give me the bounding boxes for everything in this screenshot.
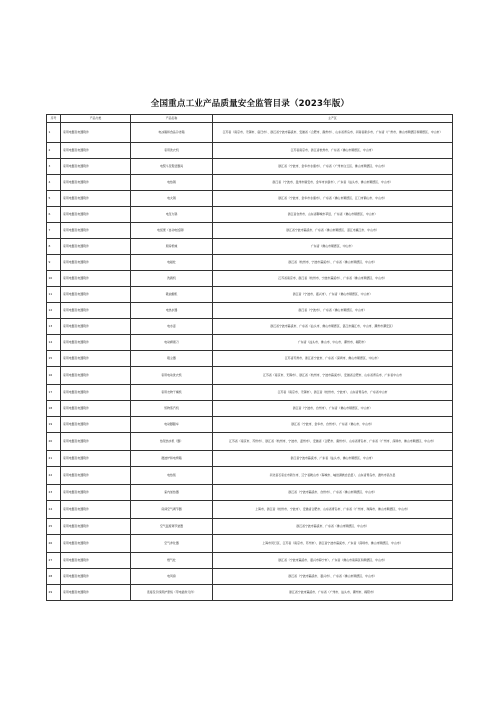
- cell-seq: 11: [47, 287, 61, 303]
- cell-seq: 12: [47, 303, 61, 319]
- cell-name: 电动剃须刀: [131, 335, 213, 351]
- cell-category: 家用电器及电器附件: [61, 519, 131, 535]
- cell-category: 家用电器及电器附件: [61, 351, 131, 367]
- cell-category: 家用电器及电器附件: [61, 501, 131, 519]
- cell-seq: 22: [47, 467, 61, 485]
- cell-region: 浙江省宁波市慈溪市、广东省（汕头市、佛山市顺德区、湛江市廉江市、中山市、潮州市潮安区）: [213, 319, 453, 335]
- table-row: [47, 191, 453, 207]
- cell-category: 家用电器及电器附件: [61, 223, 131, 239]
- table-row: [47, 401, 453, 417]
- cell-name: 洗碗机: [131, 271, 213, 287]
- table-row: [47, 467, 453, 485]
- cell-seq: 3: [47, 159, 61, 175]
- cell-category: 家用电器及电器附件: [61, 467, 131, 485]
- cell-seq: 5: [47, 191, 61, 207]
- cell-name: 吸尘器: [131, 351, 213, 367]
- cell-category: 家用电器及电器附件: [61, 207, 131, 223]
- cell-seq: 13: [47, 319, 61, 335]
- page-title: 全国重点工业产品质量安全监管目录（2023年版）: [150, 99, 350, 109]
- table-row: [47, 367, 453, 385]
- cell-name: 房间空气调节器: [131, 501, 213, 519]
- table-row: [47, 303, 453, 319]
- cell-region: 江苏省（南京市、苏州市）、浙江省（杭州市、宁波市、温州市）、安徽省（合肥市、滁州市）、山东省青岛市、广东省（广州市、深圳市、佛山市顺德区、中山市）: [213, 433, 453, 451]
- cell-seq: 19: [47, 417, 61, 433]
- cell-category: 家用电器及电器附件: [61, 143, 131, 159]
- cell-name: 电磁灶: [131, 255, 213, 271]
- cell-name: 电热水器: [131, 303, 213, 319]
- cell-category: 家用电器及电器附件: [61, 401, 131, 417]
- table-row: [47, 223, 453, 239]
- cell-name: 电动脚踏车: [131, 417, 213, 433]
- cell-region: 江苏省南京市、浙江省杭州市、广东省（佛山市顺德区、中山市）: [213, 143, 453, 159]
- cell-name: 家用洗衣机: [131, 143, 213, 159]
- table-row: [47, 207, 453, 223]
- cell-category: 家用电器及电器附件: [61, 553, 131, 569]
- table-row: [47, 385, 453, 401]
- table-row: [47, 287, 453, 303]
- cell-name: 电压力锅: [131, 207, 213, 223]
- cell-seq: 24: [47, 501, 61, 519]
- cell-name: 厨房机械: [131, 239, 213, 255]
- cell-category: 家用电器及电器附件: [61, 385, 131, 401]
- table-row: [47, 175, 453, 191]
- cell-region: 浙江省（宁波市、金华市永康市）、广东省（佛山市顺德区、江门市鹤山市、中山市）: [213, 191, 453, 207]
- cell-region: 浙江省（宁波市）、广东省（佛山市顺德区、中山市）: [213, 303, 453, 319]
- table-header-row: [47, 115, 453, 123]
- cell-name: 吸油烟机: [131, 287, 213, 303]
- cell-region: 浙江省（杭州市、宁波市慈溪市）、广东省（佛山市顺德区、中山市）: [213, 255, 453, 271]
- table-row: [47, 553, 453, 569]
- cell-category: 家用电器及电器附件: [61, 535, 131, 553]
- cell-name: 织物蒸汽机: [131, 401, 213, 417]
- cell-category: 家用电器及电器附件: [61, 417, 131, 433]
- cell-seq: 21: [47, 451, 61, 467]
- cell-region: 浙江省宁波市慈溪市、广东省（广州市、汕头市、潮州市、揭阳市）: [213, 585, 453, 601]
- table-row: [47, 123, 453, 143]
- cell-name: 电冰箱和食品冷冻箱: [131, 123, 213, 143]
- cell-category: 家用电器及电器附件: [61, 123, 131, 143]
- cell-category: 家用电器及电器附件: [61, 585, 131, 601]
- cell-region: 上海市、浙江省（杭州市、宁波市）、安徽省合肥市、山东省青岛市、广东省（广州市、珠海市、佛山市顺德区、中山市）: [213, 501, 453, 519]
- cell-region: 江苏省（南京市、无锡市、宿迁市）、浙江省宁波市慈溪市、安徽省（合肥市、滁州市）、山东省青岛市、河南省新乡市、广东省（广州市、佛山市顺德区和顺德区、中山市）: [213, 123, 453, 143]
- cell-seq: 2: [47, 143, 61, 159]
- cell-region: 浙江省（宁波市慈溪市、台州市）、广东省（佛山市顺德区、中山市）: [213, 485, 453, 501]
- cell-region: 广东省（汕头市、佛山市、中山市、潮州市、揭阳市）: [213, 335, 453, 351]
- table-row: [47, 417, 453, 433]
- table-row: [47, 319, 453, 335]
- cell-name: 电饭煲（自动电饭锅）: [131, 223, 213, 239]
- cell-name: 室内加热器: [131, 485, 213, 501]
- table-row: [47, 433, 453, 451]
- cell-name: 微波炉和电烤箱: [131, 451, 213, 467]
- cell-region: 浙江省宁波市慈溪市、广东省（汕头市、佛山市顺德区、中山市）: [213, 451, 453, 467]
- cell-name: 电热锅: [131, 175, 213, 191]
- cell-name: 空气温度调节装置: [131, 519, 213, 535]
- cell-name: 电水壶: [131, 319, 213, 335]
- table-row: [47, 239, 453, 255]
- cell-name: 空气净化器: [131, 535, 213, 553]
- table-row: [47, 535, 453, 553]
- cell-seq: 8: [47, 239, 61, 255]
- cell-name: 电风扇: [131, 569, 213, 585]
- cell-region: 上海市闵行区、江苏省（南京市、苏州市）、浙江省宁波市慈溪市、广东省（深圳市、佛山市顺德区、中山市）: [213, 535, 453, 553]
- cell-region: 江苏省南京市、浙江省（杭州市、宁波市慈溪市）、广东省（佛山市顺德区、中山市）: [213, 271, 453, 287]
- cell-region: 河北省石家庄市新乐市、辽宁省鞍山市（海城市、岫岩满族自治县）、山东省青岛市、潍坊市昌乐县: [213, 467, 453, 485]
- table-row: [47, 451, 453, 467]
- table-row: [47, 143, 453, 159]
- cell-region: 江苏省苏州市、浙江省宁波市、广东省（深圳市、佛山市顺德区、中山市）: [213, 351, 453, 367]
- table-row: [47, 255, 453, 271]
- cell-category: 家用电器及电器附件: [61, 451, 131, 467]
- cell-name: 燃气灶: [131, 553, 213, 569]
- cell-region: 江苏省（南京市、无锡市）、浙江省（杭州市、宁波市慈溪市）、安徽省合肥市、山东省青岛市、广东省中山市: [213, 367, 453, 385]
- cell-seq: 17: [47, 385, 61, 401]
- cell-seq: 7: [47, 223, 61, 239]
- cell-seq: 10: [47, 271, 61, 287]
- cell-region: 江苏省（南京市、无锡市）、浙江省（杭州市、宁波市）、山东省青岛市、广东省中山市: [213, 385, 453, 401]
- table-row: [47, 271, 453, 287]
- cell-name: 家用衣物干燥机: [131, 385, 213, 401]
- cell-seq: 27: [47, 553, 61, 569]
- cell-seq: 9: [47, 255, 61, 271]
- cell-name: 电热毯: [131, 467, 213, 485]
- cell-region: 浙江省宁波市慈溪市、广东省（佛山市顺德区、中山市）: [213, 519, 453, 535]
- cell-name: 连接及引线用护套线（带电插件元件）: [131, 585, 213, 601]
- table-row: [47, 485, 453, 501]
- cell-region: 浙江省宁波市慈溪市、广东省（佛山市顺德区、湛江市廉江市、中山市）: [213, 223, 453, 239]
- cell-name: 家用电动洗衣机: [131, 367, 213, 385]
- cell-category: 家用电器及电器附件: [61, 287, 131, 303]
- cell-category: 家用电器及电器附件: [61, 159, 131, 175]
- cell-seq: 29: [47, 585, 61, 601]
- cell-seq: 6: [47, 207, 61, 223]
- table-row: [47, 569, 453, 585]
- table-row: [47, 585, 453, 601]
- table-row: [47, 335, 453, 351]
- table-row: [47, 501, 453, 519]
- cell-name: 电火锅: [131, 191, 213, 207]
- cell-region: 浙江省台州市、山东省聊城市莘县、广东省（佛山市顺德区、中山市）: [213, 207, 453, 223]
- cell-category: 家用电器及电器附件: [61, 255, 131, 271]
- cell-region: 浙江省（宁波市、温州市瑞安市、金华市永康市）、广东省（汕头市、佛山市顺德区、中山市）: [213, 175, 453, 191]
- cell-seq: 23: [47, 485, 61, 501]
- header-region: 主产区: [213, 115, 453, 123]
- cell-region: 浙江省（宁波市、嘉兴市）、广东省（佛山市顺德区、中山市）: [213, 287, 453, 303]
- table-row: [47, 519, 453, 535]
- cell-region: 广东省（佛山市顺德区、中山市）: [213, 239, 453, 255]
- header-seq: 序号: [47, 115, 61, 123]
- cell-seq: 20: [47, 433, 61, 451]
- cell-name: 热泵热水机（器）: [131, 433, 213, 451]
- table-row: [47, 351, 453, 367]
- header-name: 产品名称: [131, 115, 213, 123]
- cell-category: 家用电器及电器附件: [61, 271, 131, 287]
- table-body: [47, 123, 453, 601]
- cell-seq: 1: [47, 123, 61, 143]
- cell-name: 电熨斗及熨烫器具: [131, 159, 213, 175]
- cell-category: 家用电器及电器附件: [61, 175, 131, 191]
- cell-category: 家用电器及电器附件: [61, 485, 131, 501]
- cell-seq: 28: [47, 569, 61, 585]
- cell-category: 家用电器及电器附件: [61, 367, 131, 385]
- cell-category: 家用电器及电器附件: [61, 239, 131, 255]
- cell-region: 浙江省（宁波市、台州市）、广东省（佛山市顺德区、中山市）: [213, 401, 453, 417]
- cell-seq: 18: [47, 401, 61, 417]
- header-category: 产品分类: [61, 115, 131, 123]
- cell-category: 家用电器及电器附件: [61, 319, 131, 335]
- cell-seq: 16: [47, 367, 61, 385]
- cell-category: 家用电器及电器附件: [61, 191, 131, 207]
- cell-category: 家用电器及电器附件: [61, 335, 131, 351]
- cell-seq: 15: [47, 351, 61, 367]
- cell-seq: 26: [47, 535, 61, 553]
- cell-region: 浙江省（宁波市、金华市永康市）、广东省（广州市白云区、佛山市顺德区、中山市）: [213, 159, 453, 175]
- cell-region: 浙江省（宁波市、金华市、台州市）、广东省（佛山市、中山市）: [213, 417, 453, 433]
- cell-seq: 25: [47, 519, 61, 535]
- cell-region: 浙江省（宁波市慈溪市、嘉兴市）、广东省（佛山市顺德区、中山市）: [213, 569, 453, 585]
- cell-category: 家用电器及电器附件: [61, 433, 131, 451]
- cell-category: 家用电器及电器附件: [61, 303, 131, 319]
- cell-seq: 4: [47, 175, 61, 191]
- table-row: [47, 159, 453, 175]
- cell-category: 家用电器及电器附件: [61, 569, 131, 585]
- cell-seq: 14: [47, 335, 61, 351]
- product-table: [46, 114, 453, 601]
- cell-region: 浙江省（宁波市慈溪市、嘉兴市海宁市）、广东省（佛山市南海区和顺德区、中山市）: [213, 553, 453, 569]
